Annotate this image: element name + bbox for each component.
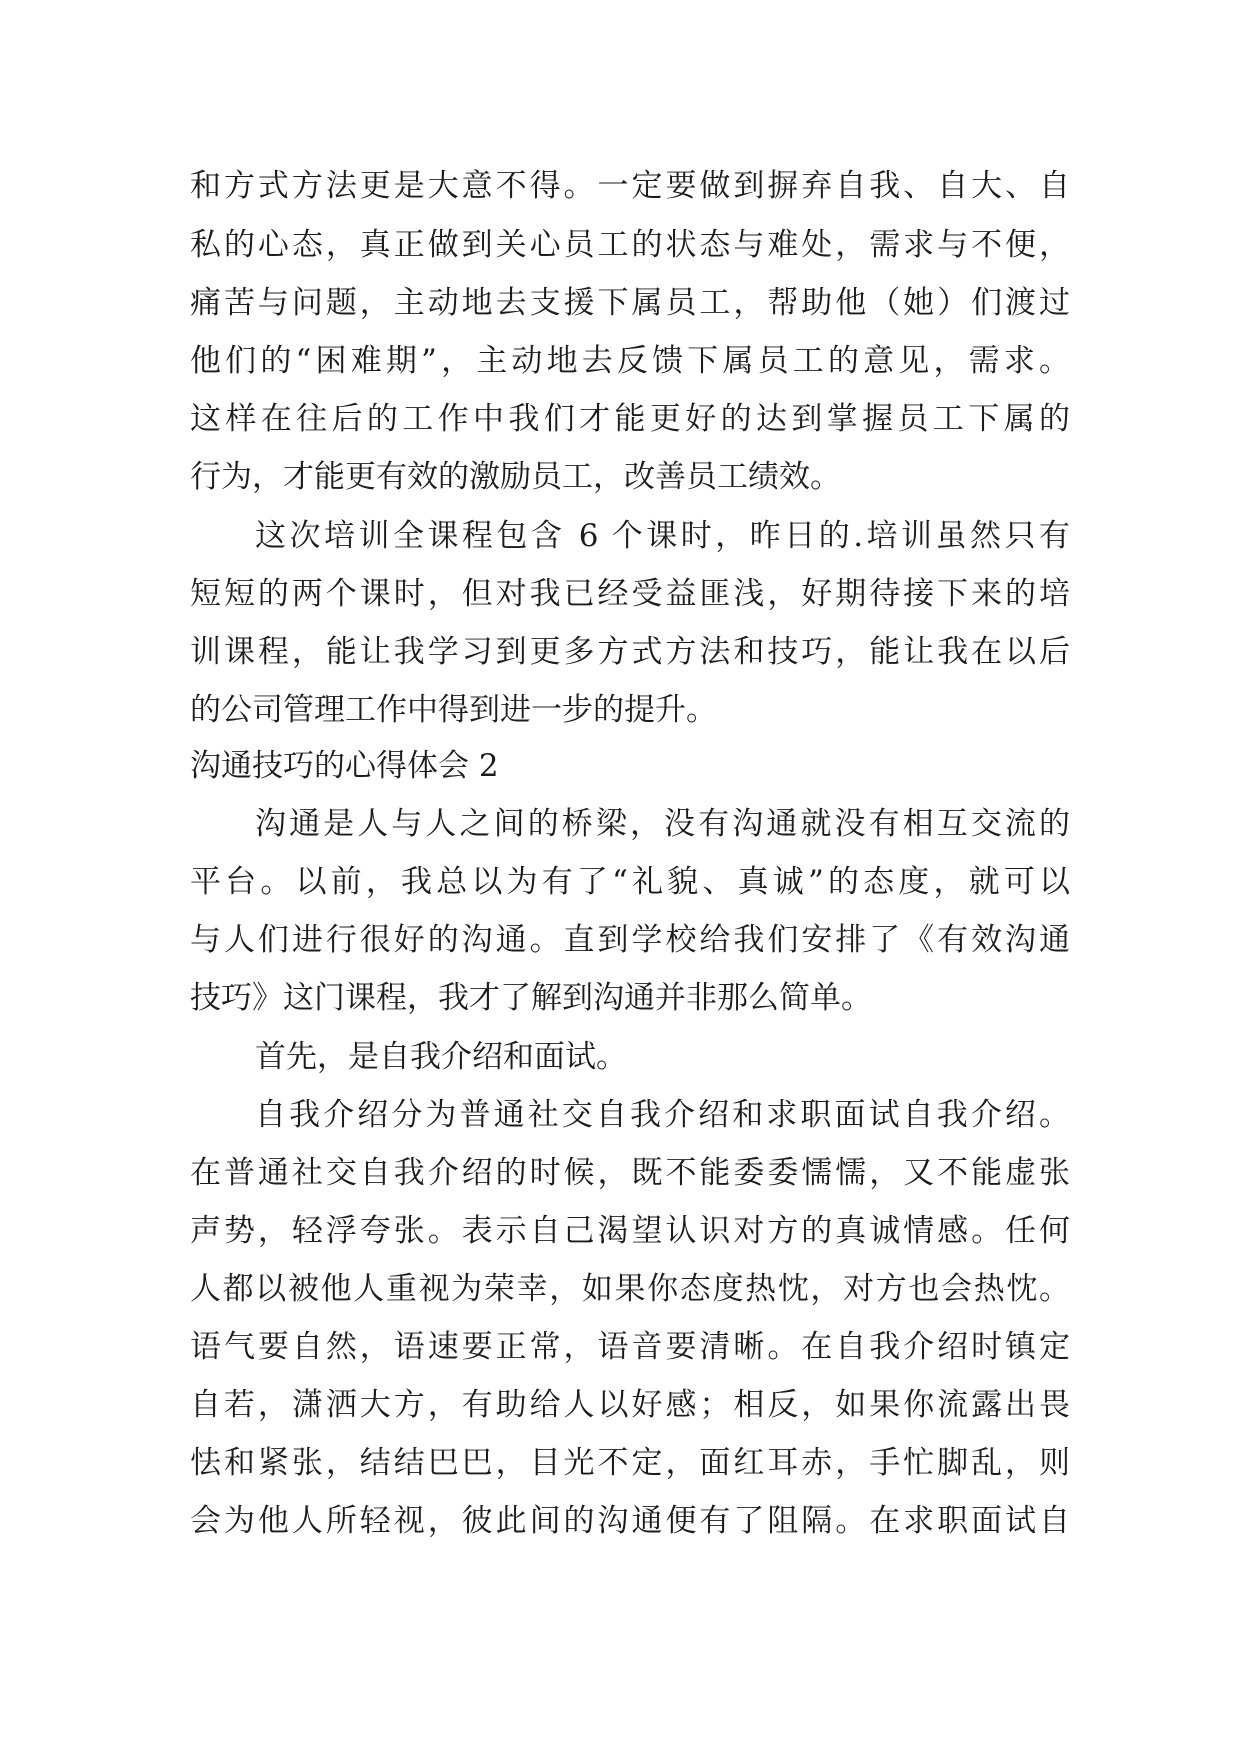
paragraph-line: 技巧》这门课程，我才了解到沟通并非那么简单。 bbox=[190, 980, 872, 1016]
paragraph-line: 短短的两个课时，但对我已经受益匪浅，好期待接下来的培 bbox=[190, 576, 1070, 612]
paragraph-line: 私的心态，真正做到关心员工的状态与难处，需求与不便， bbox=[190, 227, 1070, 263]
paragraph-line: 怯和紧张，结结巴巴，目光不定，面红耳赤，手忙脚乱，则 bbox=[190, 1445, 1070, 1481]
paragraph-line: 首先，是自我介绍和面试。 bbox=[255, 1039, 627, 1075]
paragraph-line: 与人们进行很好的沟通。直到学校给我们安排了《有效沟通 bbox=[190, 922, 1070, 958]
paragraph-line: 自我介绍分为普通社交自我介绍和求职面试自我介绍。 bbox=[255, 1097, 1070, 1133]
paragraph-line: 自若，潇洒大方，有助给人以好感；相反，如果你流露出畏 bbox=[190, 1387, 1070, 1423]
section-heading: 沟通技巧的心得体会 2 bbox=[190, 748, 499, 784]
paragraph-line: 和方式方法更是大意不得。一定要做到摒弃自我、自大、自 bbox=[190, 168, 1070, 204]
paragraph-line: 会为他人所轻视，彼此间的沟通便有了阻隔。在求职面试自 bbox=[190, 1503, 1070, 1539]
paragraph-line: 沟通是人与人之间的桥梁，没有沟通就没有相互交流的 bbox=[255, 806, 1070, 842]
paragraph-line: 这样在往后的工作中我们才能更好的达到掌握员工下属的 bbox=[190, 401, 1070, 437]
paragraph-line: 平台。以前，我总以为有了“礼貌、真诚”的态度，就可以 bbox=[190, 864, 1070, 900]
paragraph-line: 行为，才能更有效的激励员工，改善员工绩效。 bbox=[190, 459, 841, 495]
paragraph-line: 他们的“困难期”，主动地去反馈下属员工的意见，需求。 bbox=[190, 343, 1070, 379]
paragraph-line: 的公司管理工作中得到进一步的提升。 bbox=[190, 692, 717, 728]
paragraph-line: 这次培训全课程包含 6 个课时，昨日的.培训虽然只有 bbox=[255, 518, 1070, 554]
paragraph-line: 在普通社交自我介绍的时候，既不能委委懦懦，又不能虚张 bbox=[190, 1155, 1070, 1191]
paragraph-line: 训课程，能让我学习到更多方式方法和技巧，能让我在以后 bbox=[190, 634, 1070, 670]
paragraph-line: 语气要自然，语速要正常，语音要清晰。在自我介绍时镇定 bbox=[190, 1329, 1070, 1365]
paragraph-line: 声势，轻浮夸张。表示自己渴望认识对方的真诚情感。任何 bbox=[190, 1213, 1070, 1249]
paragraph-line: 痛苦与问题，主动地去支援下属员工，帮助他（她）们渡过 bbox=[190, 285, 1070, 321]
paragraph-line: 人都以被他人重视为荣幸，如果你态度热忱，对方也会热忱。 bbox=[190, 1271, 1070, 1307]
